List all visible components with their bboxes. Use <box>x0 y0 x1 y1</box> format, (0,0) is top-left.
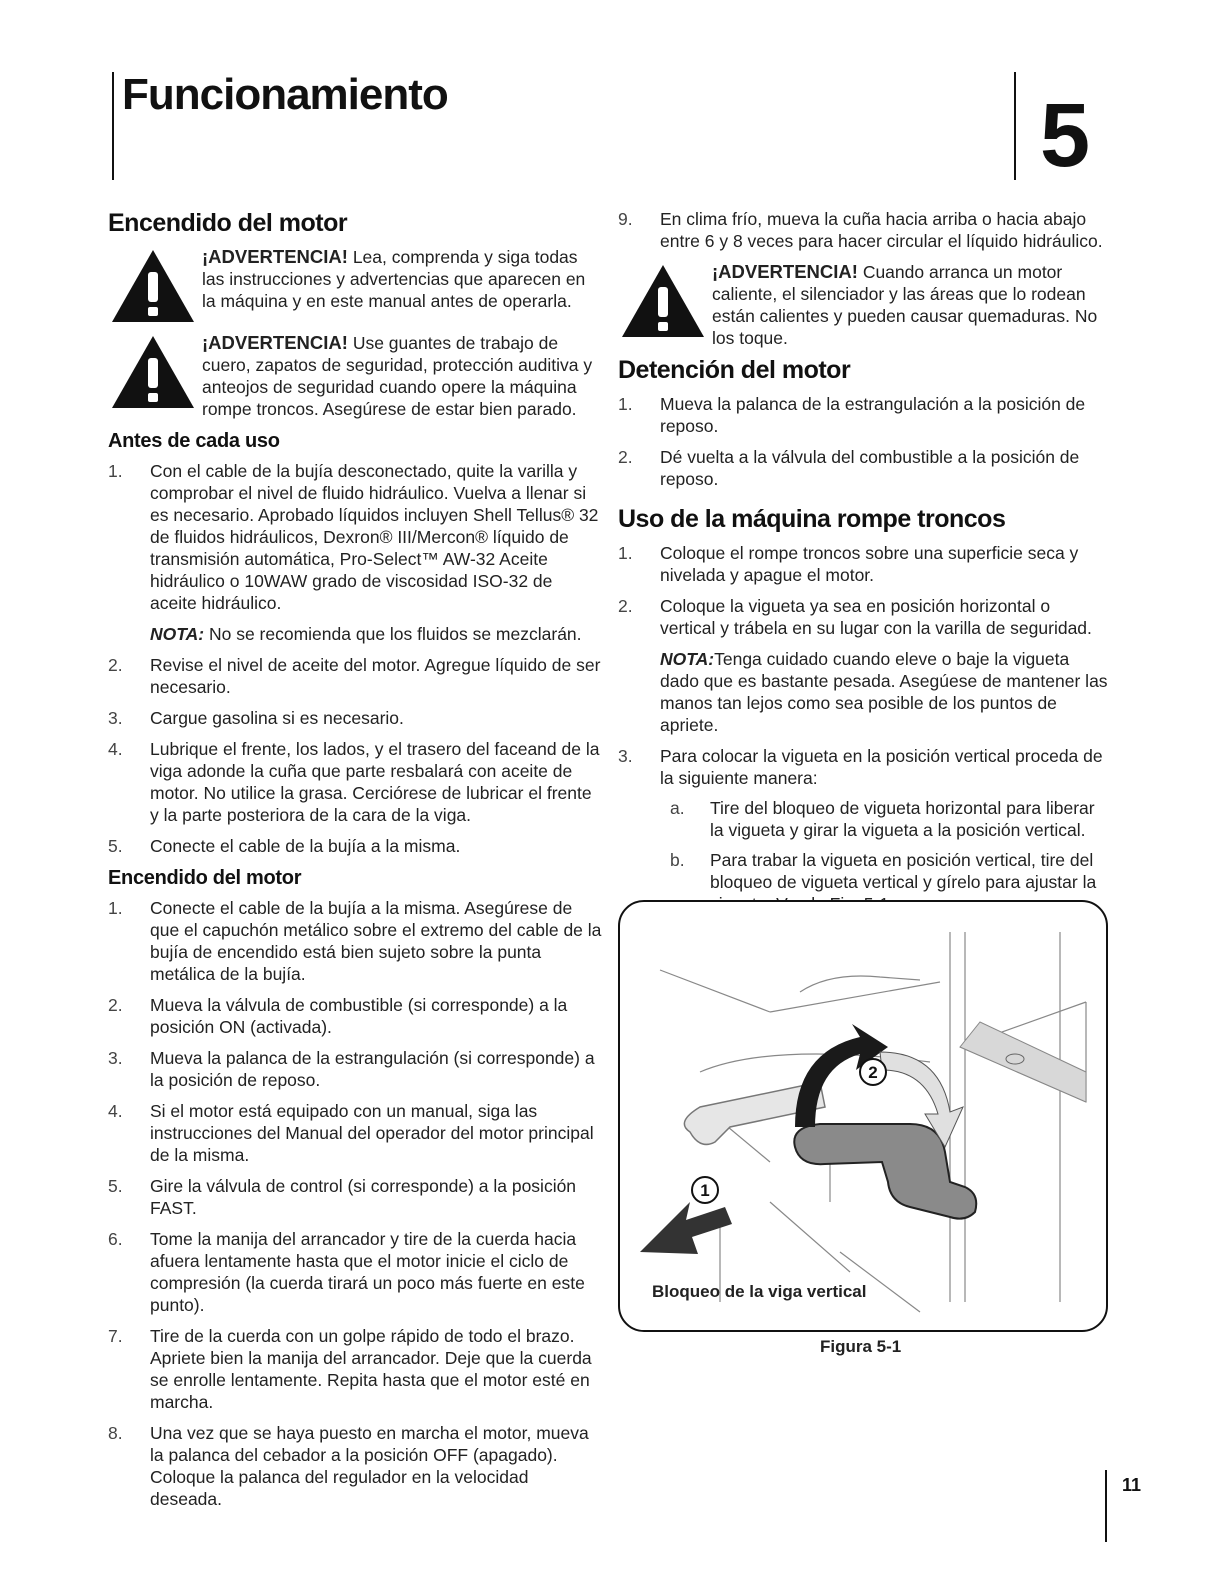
warning-label: ¡ADVERTENCIA! <box>712 261 858 282</box>
callout-number: 1 <box>700 1181 710 1200</box>
warning-block <box>618 261 1110 349</box>
list-item <box>108 1047 603 1091</box>
list-item <box>108 654 603 698</box>
step-number: 2. <box>618 596 633 616</box>
step-text: Coloque la vigueta ya sea en posición horizontal o vertical y trábela en su lugar con la varilla de seguridad. <box>660 596 1092 638</box>
step-number: 2. <box>108 655 123 675</box>
list-item <box>618 208 1110 252</box>
step-text: Gire la válvula de control (si corresponde) a la posición FAST. <box>150 1176 577 1218</box>
page-title: Funcionamiento <box>122 70 448 119</box>
step-text: Tome la manija del arrancador y tire de la cuerda hacia afuera lentamente hasta que el motor inicie el ciclo de compresión (la cuerda tirará un poco más fuerte en este punto). <box>150 1229 585 1315</box>
sub-step-letter: b. <box>670 850 685 870</box>
step-text: Coloque el rompe troncos sobre una superficie seca y nivelada y apague el motor. <box>660 543 1079 585</box>
list-item <box>108 835 603 857</box>
list-item <box>660 797 1110 841</box>
start-engine-list <box>108 897 603 1510</box>
step-text: Una vez que se haya puesto en marcha el motor, mueva la palanca del cebador a la posición OFF (apagado). Coloque la palanca del regulador en la velocidad deseada. <box>150 1423 589 1509</box>
list-item <box>108 1228 603 1316</box>
start-engine-list-continued <box>618 208 1110 252</box>
subheading-start-engine: Encendido del motor <box>108 867 302 889</box>
step-number: 1. <box>108 461 123 481</box>
warning-label: ¡ADVERTENCIA! <box>202 246 348 267</box>
list-item <box>108 738 603 826</box>
step-number: 4. <box>108 739 123 759</box>
figure-label: Figura 5-1 <box>820 1337 902 1356</box>
list-item <box>108 1100 603 1166</box>
step-number: 4. <box>108 1101 123 1121</box>
chapter-number: 5 <box>1040 86 1091 186</box>
list-item <box>618 446 1110 490</box>
list-item <box>108 460 603 614</box>
note-label: NOTA: <box>660 649 715 669</box>
warning-body: Use guantes de trabajo de cuero, zapatos de seguridad, protección auditiva y anteojos de seguridad cuando opere la máquina rompe troncos. Asegúrese de estar bien parado. <box>202 333 593 419</box>
step-number: 2. <box>618 447 633 467</box>
step-number: 1. <box>618 394 633 414</box>
step-text: Si el motor está equipado con un manual, siga las instrucciones del Manual del operador del motor principal de la misma. <box>150 1101 594 1165</box>
note-label: NOTA: <box>150 624 205 644</box>
step-text: Tire de la cuerda con un golpe rápido de todo el brazo. Apriete bien la manija del arrancador. Deje que la cuerda se enrolle lentamente. Repita hasta que el motor esté en marcha. <box>150 1326 592 1412</box>
step-text: Dé vuelta a la válvula del combustible a la posición de reposo. <box>660 447 1080 489</box>
vertical-beam-lock-illustration <box>620 902 1106 1330</box>
figure-inner-caption: Bloqueo de la viga vertical <box>652 1282 867 1301</box>
warning-body: Lea, comprenda y siga todas las instrucciones y advertencias que aparecen en la máquina y en este manual antes de operarla. <box>202 247 586 311</box>
warning-label: ¡ADVERTENCIA! <box>202 332 348 353</box>
step-text: Revise el nivel de aceite del motor. Agregue líquido de ser necesario. <box>150 655 601 697</box>
list-item <box>618 393 1110 437</box>
stop-engine-list <box>618 393 1110 490</box>
callout-2 <box>860 1059 886 1085</box>
step-text: Cargue gasolina si es necesario. <box>150 708 404 728</box>
step-number: 2. <box>108 995 123 1015</box>
before-use-list <box>108 460 603 614</box>
step-number: 1. <box>618 543 633 563</box>
warning-block <box>108 332 603 420</box>
use-splitter-list-continued <box>618 745 1110 923</box>
list-item <box>108 1422 603 1510</box>
warning-triangle-icon <box>618 261 708 341</box>
list-item <box>108 897 603 985</box>
list-item <box>108 1175 603 1219</box>
warning-triangle-icon <box>108 332 198 412</box>
step-text: Lubrique el frente, los lados, y el trasero del faceand de la viga adonde la cuña que parte resbalará con aceite de motor. No utilice la grasa. Cerciórese de lubricar el frente y la parte posteriora de la cara de la viga. <box>150 739 600 825</box>
page-number: 11 <box>1122 1475 1142 1495</box>
note-text: Tenga cuidado cuando eleve o baje la vigueta dado que es bastante pesada. Asegúese de mantener las manos tan lejos como sea posible de los puntos de apriete. <box>660 649 1108 735</box>
step-number: 3. <box>108 708 123 728</box>
note <box>150 623 603 645</box>
step-text: Conecte el cable de la bujía a la misma. <box>150 836 461 856</box>
step-text: Con el cable de la bujía desconectado, quite la varilla y comprobar el nivel de fluido hidráulico. Vuelva a llenar si es necesario. Aprobado líquidos incluyen Shell Tellus® 32 de fluidos hidráulicos, Dexron® III/Mercon® líquido de transmisión automática, Pro-Select™ AW-32 Aceite hidráulico o 10WAW grado de viscosidad ISO-32 de aceite hidráulico. <box>150 461 599 613</box>
step-number: 9. <box>618 209 633 229</box>
sub-step-text: Para trabar la vigueta en posición vertical, tire del bloqueo de vigueta vertical y gírelo para ajustar la <box>710 850 1097 892</box>
step-number: 8. <box>108 1423 123 1443</box>
warning-text <box>712 261 1110 349</box>
list-item <box>108 707 603 729</box>
list-item <box>618 745 1110 923</box>
step-number: 6. <box>108 1229 123 1249</box>
callout-1 <box>692 1177 718 1203</box>
warning-text <box>202 246 603 312</box>
left-column <box>108 208 603 1519</box>
step-number: 3. <box>618 746 633 766</box>
step-text: Conecte el cable de la bujía a la misma. Asegúrese de que el capuchón metálico sobre el extremo del cable de la bujía de encendido está bien sujeto sobre la punta metálica de la bujía. <box>150 898 602 984</box>
step-number: 1. <box>108 898 123 918</box>
sub-step-text: Tire del bloqueo de vigueta horizontal para liberar la vigueta y girar la vigueta a la posición vertical. <box>710 798 1095 840</box>
page-number-rule <box>1105 1470 1107 1542</box>
figure-5-1 <box>618 900 1108 1332</box>
warning-text <box>202 332 603 420</box>
note <box>660 648 1110 736</box>
step-text: Mueva la válvula de combustible (si corresponde) a la posición ON (activada). <box>150 995 568 1037</box>
section-heading-using-splitter: Uso de la máquina rompe troncos <box>618 505 1006 533</box>
step-text: Para colocar la vigueta en la posición vertical proceda de la siguiente manera: <box>660 746 1103 788</box>
right-column <box>618 208 1110 932</box>
section-heading-start-engine: Encendido del motor <box>108 209 348 237</box>
warning-block <box>108 246 603 326</box>
before-use-list-continued <box>108 654 603 857</box>
step-number: 7. <box>108 1326 123 1346</box>
callout-number: 2 <box>868 1063 878 1082</box>
list-item <box>618 542 1110 586</box>
list-item <box>618 595 1110 639</box>
subheading-before-each-use: Antes de cada uso <box>108 430 280 452</box>
warning-triangle-icon <box>108 246 198 326</box>
step-number: 5. <box>108 836 123 856</box>
title-rule <box>112 72 114 180</box>
use-splitter-list <box>618 542 1110 639</box>
step-number: 3. <box>108 1048 123 1068</box>
list-item <box>108 1325 603 1413</box>
step-text: Mueva la palanca de la estrangulación (si corresponde) a la posición de reposo. <box>150 1048 595 1090</box>
sub-step-letter: a. <box>670 798 685 818</box>
step-text: En clima frío, mueva la cuña hacia arriba o hacia abajo entre 6 y 8 veces para hacer circular el líquido hidráulico. <box>660 209 1103 251</box>
step-number: 5. <box>108 1176 123 1196</box>
step-body <box>660 745 1110 923</box>
step-text: Mueva la palanca de la estrangulación a la posición de reposo. <box>660 394 1086 436</box>
list-item <box>108 994 603 1038</box>
sub-step-list <box>660 797 1110 915</box>
warning-body: Cuando arranca un motor caliente, el silenciador y las áreas que lo rodean están calientes y pueden causar quemaduras. No los toque. <box>712 262 1098 348</box>
note-text: No se recomienda que los fluidos se mezclarán. <box>204 624 582 644</box>
chapter-rule <box>1014 72 1016 180</box>
section-heading-stop-engine: Detención del motor <box>618 356 851 384</box>
